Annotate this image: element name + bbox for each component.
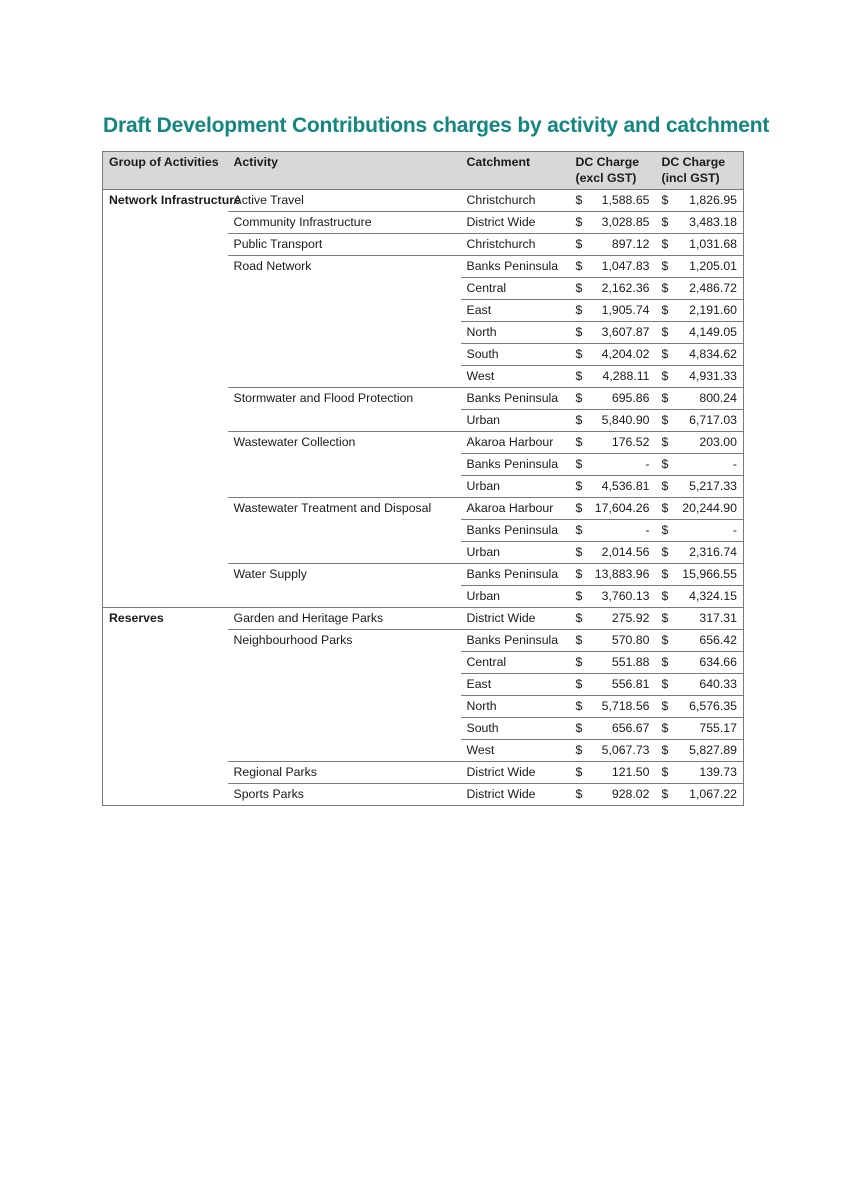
dc-charge-incl-cell	[656, 608, 744, 630]
currency-symbol: $	[575, 589, 583, 603]
amount-value: 13,883.96	[594, 567, 650, 581]
currency-symbol: $	[661, 567, 669, 581]
dc-charge-excl-cell	[570, 630, 656, 652]
header-dc-charge-excl	[570, 152, 656, 190]
currency-symbol: $	[661, 677, 669, 691]
catchment-cell: Central	[461, 652, 570, 674]
currency-symbol: $	[575, 743, 583, 757]
currency-symbol: $	[575, 259, 583, 273]
amount-value: 551.88	[611, 655, 650, 669]
catchment-cell: West	[461, 366, 570, 388]
currency-symbol: $	[661, 589, 669, 603]
amount-value: 928.02	[611, 787, 650, 801]
amount-value: 5,718.56	[601, 699, 650, 713]
currency-symbol: $	[661, 435, 669, 449]
dc-charge-incl-cell	[656, 762, 744, 784]
catchment-cell: South	[461, 718, 570, 740]
table-body	[103, 190, 744, 806]
currency-symbol: $	[661, 501, 669, 515]
dc-charge-incl-cell	[656, 190, 744, 212]
activity-cell: Public Transport	[228, 234, 461, 256]
currency-symbol: $	[575, 369, 583, 383]
catchment-cell: Banks Peninsula	[461, 520, 570, 542]
currency-symbol: $	[575, 391, 583, 405]
dc-charge-excl-cell	[570, 410, 656, 432]
activity-cell: Community Infrastructure	[228, 212, 461, 234]
amount-value: 5,827.89	[689, 743, 737, 757]
currency-symbol: $	[575, 281, 583, 295]
currency-symbol: $	[661, 523, 669, 537]
currency-symbol: $	[575, 611, 583, 625]
currency-symbol: $	[661, 215, 669, 229]
activity-cell: Sports Parks	[228, 784, 461, 806]
currency-symbol: $	[661, 479, 669, 493]
dc-charge-excl-cell	[570, 520, 656, 542]
amount-value: 640.33	[699, 677, 737, 691]
catchment-cell: Christchurch	[461, 190, 570, 212]
dc-charge-incl-cell	[656, 564, 744, 586]
amount-value: 556.81	[611, 677, 650, 691]
dc-charge-incl-cell	[656, 542, 744, 564]
amount-value: 1,905.74	[601, 303, 650, 317]
activity-cell: Water Supply	[228, 564, 461, 608]
amount-value: 2,316.74	[689, 545, 737, 559]
currency-symbol: $	[661, 391, 669, 405]
currency-symbol: $	[575, 457, 583, 471]
amount-value: 4,834.62	[689, 347, 737, 361]
amount-value: 6,576.35	[689, 699, 737, 713]
activity-cell: Neighbourhood Parks	[228, 630, 461, 762]
currency-symbol: $	[661, 281, 669, 295]
amount-value: 4,288.11	[602, 369, 650, 383]
amount-value: -	[732, 457, 737, 471]
dc-charge-excl-cell	[570, 784, 656, 806]
amount-value: 176.52	[611, 435, 650, 449]
activity-cell: Stormwater and Flood Protection	[228, 388, 461, 432]
dc-charge-incl-cell	[656, 212, 744, 234]
currency-symbol: $	[661, 765, 669, 779]
header-group: Group of Activities	[103, 152, 228, 190]
amount-value: 4,324.15	[689, 589, 737, 603]
activity-cell: Wastewater Collection	[228, 432, 461, 498]
amount-value: 634.66	[699, 655, 737, 669]
catchment-cell: North	[461, 696, 570, 718]
dc-charge-incl-cell	[656, 410, 744, 432]
dc-charge-excl-cell	[570, 212, 656, 234]
currency-symbol: $	[661, 325, 669, 339]
group-cell: Network Infrastructure	[103, 190, 228, 608]
catchment-cell: District Wide	[461, 784, 570, 806]
amount-value: 203.00	[699, 435, 737, 449]
amount-value: 1,047.83	[601, 259, 650, 273]
dc-charge-incl-cell	[656, 476, 744, 498]
dc-charge-incl-cell	[656, 432, 744, 454]
currency-symbol: $	[661, 303, 669, 317]
dc-charge-excl-cell	[570, 674, 656, 696]
page-title: Draft Development Contributions charges by activity and catchment	[103, 114, 770, 137]
activity-cell: Road Network	[228, 256, 461, 388]
catchment-cell: Banks Peninsula	[461, 388, 570, 410]
currency-symbol: $	[661, 721, 669, 735]
dc-charge-incl-cell	[656, 498, 744, 520]
amount-value: 6,717.03	[689, 413, 737, 427]
table-header-row	[103, 152, 744, 190]
dc-charge-excl-cell	[570, 344, 656, 366]
currency-symbol: $	[661, 413, 669, 427]
currency-symbol: $	[661, 611, 669, 625]
amount-value: 5,067.73	[601, 743, 650, 757]
activity-cell: Active Travel	[228, 190, 461, 212]
amount-value: 121.50	[611, 765, 650, 779]
activity-cell: Wastewater Treatment and Disposal	[228, 498, 461, 564]
dc-charge-excl-cell	[570, 278, 656, 300]
catchment-cell: Akaroa Harbour	[461, 432, 570, 454]
amount-value: 2,191.60	[689, 303, 737, 317]
amount-value: 17,604.26	[594, 501, 650, 515]
dc-charge-incl-cell	[656, 256, 744, 278]
dc-charge-excl-cell	[570, 696, 656, 718]
dc-charge-excl-cell	[570, 498, 656, 520]
header-catchment: Catchment	[461, 152, 570, 190]
currency-symbol: $	[661, 237, 669, 251]
dc-charge-incl-cell	[656, 696, 744, 718]
dc-charge-incl-cell	[656, 300, 744, 322]
dc-charge-incl-cell	[656, 322, 744, 344]
dc-charge-incl-cell	[656, 278, 744, 300]
amount-value: 4,931.33	[689, 369, 737, 383]
amount-value: 800.24	[699, 391, 737, 405]
catchment-cell: North	[461, 322, 570, 344]
header-incl-line2: (incl GST)	[661, 171, 720, 185]
currency-symbol: $	[661, 545, 669, 559]
dc-charge-incl-cell	[656, 784, 744, 806]
catchment-cell: Banks Peninsula	[461, 564, 570, 586]
catchment-cell: Urban	[461, 410, 570, 432]
currency-symbol: $	[575, 677, 583, 691]
amount-value: 2,162.36	[601, 281, 650, 295]
currency-symbol: $	[575, 787, 583, 801]
dc-charge-excl-cell	[570, 322, 656, 344]
dc-charge-incl-cell	[656, 344, 744, 366]
amount-value: 5,840.90	[601, 413, 650, 427]
amount-value: 1,205.01	[689, 259, 737, 273]
dc-charge-incl-cell	[656, 740, 744, 762]
dc-charge-incl-cell	[656, 674, 744, 696]
currency-symbol: $	[661, 457, 669, 471]
header-dc-charge-incl	[656, 152, 744, 190]
currency-symbol: $	[661, 787, 669, 801]
currency-symbol: $	[661, 743, 669, 757]
currency-symbol: $	[575, 699, 583, 713]
amount-value: -	[732, 523, 737, 537]
header-excl-line2: (excl GST)	[575, 171, 637, 185]
currency-symbol: $	[575, 303, 583, 317]
amount-value: 1,067.22	[689, 787, 737, 801]
catchment-cell: Akaroa Harbour	[461, 498, 570, 520]
currency-symbol: $	[575, 501, 583, 515]
amount-value: -	[645, 457, 650, 471]
currency-symbol: $	[575, 655, 583, 669]
amount-value: 4,204.02	[601, 347, 650, 361]
amount-value: 15,966.55	[682, 567, 737, 581]
currency-symbol: $	[661, 259, 669, 273]
amount-value: 897.12	[611, 237, 650, 251]
catchment-cell: West	[461, 740, 570, 762]
amount-value: -	[645, 523, 650, 537]
dc-charge-incl-cell	[656, 388, 744, 410]
dc-charge-excl-cell	[570, 718, 656, 740]
currency-symbol: $	[661, 369, 669, 383]
amount-value: 4,536.81	[601, 479, 650, 493]
currency-symbol: $	[575, 479, 583, 493]
amount-value: 1,588.65	[601, 193, 650, 207]
dc-charge-excl-cell	[570, 564, 656, 586]
header-incl-line1: DC Charge	[661, 155, 726, 169]
dc-charge-excl-cell	[570, 608, 656, 630]
currency-symbol: $	[661, 193, 669, 207]
currency-symbol: $	[575, 721, 583, 735]
dc-charge-excl-cell	[570, 366, 656, 388]
amount-value: 656.42	[699, 633, 737, 647]
amount-value: 1,031.68	[689, 237, 737, 251]
dc-charge-excl-cell	[570, 388, 656, 410]
dc-charges-table	[102, 151, 744, 806]
activity-cell: Regional Parks	[228, 762, 461, 784]
dc-charge-excl-cell	[570, 542, 656, 564]
amount-value: 695.86	[611, 391, 650, 405]
dc-charge-excl-cell	[570, 476, 656, 498]
amount-value: 3,760.13	[601, 589, 650, 603]
currency-symbol: $	[575, 215, 583, 229]
dc-charge-incl-cell	[656, 652, 744, 674]
amount-value: 139.73	[699, 765, 737, 779]
amount-value: 275.92	[611, 611, 650, 625]
catchment-cell: District Wide	[461, 762, 570, 784]
amount-value: 1,826.95	[689, 193, 737, 207]
header-excl-line1: DC Charge	[575, 155, 640, 169]
catchment-cell: District Wide	[461, 212, 570, 234]
amount-value: 2,014.56	[601, 545, 650, 559]
currency-symbol: $	[575, 633, 583, 647]
dc-charge-incl-cell	[656, 234, 744, 256]
catchment-cell: Urban	[461, 586, 570, 608]
dc-charge-incl-cell	[656, 454, 744, 476]
table-row	[103, 608, 744, 630]
catchment-cell: District Wide	[461, 608, 570, 630]
currency-symbol: $	[575, 435, 583, 449]
catchment-cell: East	[461, 674, 570, 696]
catchment-cell: Urban	[461, 476, 570, 498]
amount-value: 3,028.85	[601, 215, 650, 229]
catchment-cell: Christchurch	[461, 234, 570, 256]
amount-value: 3,483.18	[689, 215, 737, 229]
dc-charge-excl-cell	[570, 256, 656, 278]
amount-value: 2,486.72	[689, 281, 737, 295]
dc-charge-excl-cell	[570, 586, 656, 608]
currency-symbol: $	[661, 347, 669, 361]
catchment-cell: Central	[461, 278, 570, 300]
dc-charge-excl-cell	[570, 740, 656, 762]
currency-symbol: $	[575, 237, 583, 251]
currency-symbol: $	[661, 699, 669, 713]
dc-charge-excl-cell	[570, 432, 656, 454]
currency-symbol: $	[575, 545, 583, 559]
catchment-cell: Banks Peninsula	[461, 630, 570, 652]
group-cell: Reserves	[103, 608, 228, 806]
amount-value: 656.67	[611, 721, 650, 735]
dc-charge-excl-cell	[570, 454, 656, 476]
catchment-cell: East	[461, 300, 570, 322]
currency-symbol: $	[575, 567, 583, 581]
currency-symbol: $	[575, 347, 583, 361]
dc-charge-incl-cell	[656, 366, 744, 388]
dc-charge-excl-cell	[570, 234, 656, 256]
amount-value: 570.80	[611, 633, 650, 647]
currency-symbol: $	[661, 655, 669, 669]
header-activity: Activity	[228, 152, 461, 190]
table-row	[103, 190, 744, 212]
currency-symbol: $	[575, 193, 583, 207]
catchment-cell: Banks Peninsula	[461, 256, 570, 278]
amount-value: 755.17	[699, 721, 737, 735]
amount-value: 3,607.87	[601, 325, 650, 339]
activity-cell: Garden and Heritage Parks	[228, 608, 461, 630]
currency-symbol: $	[661, 633, 669, 647]
dc-charge-excl-cell	[570, 762, 656, 784]
currency-symbol: $	[575, 523, 583, 537]
dc-charge-incl-cell	[656, 586, 744, 608]
dc-charge-incl-cell	[656, 520, 744, 542]
dc-charge-excl-cell	[570, 190, 656, 212]
currency-symbol: $	[575, 413, 583, 427]
catchment-cell: Urban	[461, 542, 570, 564]
dc-charge-excl-cell	[570, 300, 656, 322]
dc-charge-excl-cell	[570, 652, 656, 674]
dc-charge-incl-cell	[656, 630, 744, 652]
currency-symbol: $	[575, 325, 583, 339]
catchment-cell: South	[461, 344, 570, 366]
catchment-cell: Banks Peninsula	[461, 454, 570, 476]
amount-value: 317.31	[699, 611, 737, 625]
currency-symbol: $	[575, 765, 583, 779]
amount-value: 5,217.33	[689, 479, 737, 493]
dc-charge-incl-cell	[656, 718, 744, 740]
amount-value: 20,244.90	[682, 501, 737, 515]
amount-value: 4,149.05	[689, 325, 737, 339]
